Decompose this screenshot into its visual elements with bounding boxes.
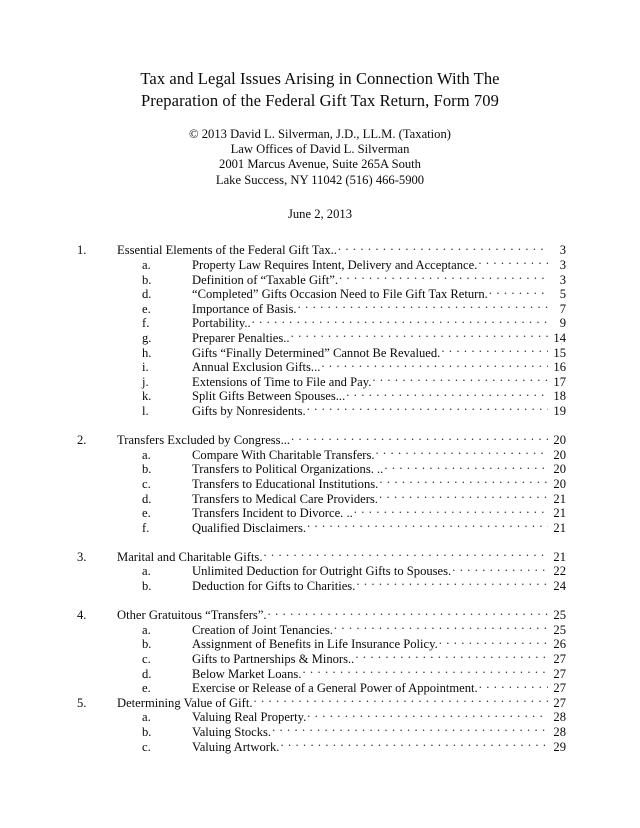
toc-subitem-marker: f.: [142, 520, 150, 535]
dot-leader: [307, 517, 548, 532]
toc-subitem-label: Deduction for Gifts to Charities.: [192, 579, 356, 594]
title-line-2: Preparation of the Federal Gift Tax Return, Form 709: [141, 91, 499, 110]
toc-subitem-marker: i.: [142, 360, 149, 375]
toc-page-number: 29: [553, 739, 566, 754]
toc-page-number: 28: [553, 710, 566, 725]
toc-section-row[interactable]: [77, 605, 566, 623]
toc-section-row[interactable]: [77, 546, 566, 564]
toc-page-number: 21: [553, 520, 566, 535]
toc-subitem-label: Valuing Stocks.: [192, 725, 272, 739]
toc-subitem-marker: j.: [142, 374, 149, 389]
toc-page-number: 27: [553, 695, 566, 710]
toc-page-number: 20: [553, 476, 566, 491]
toc-subitem-label: Gifts by Nonresidents.: [192, 403, 306, 418]
toc-page-number: 25: [553, 622, 566, 637]
toc-subitem-label: Preparer Penalties..: [192, 330, 290, 345]
toc-subitem-marker: b.: [142, 725, 152, 739]
dot-leader: [379, 473, 548, 488]
toc-page-number: 15: [553, 345, 566, 360]
dot-leader: [355, 648, 548, 663]
toc-subitem-marker: a.: [142, 447, 151, 462]
toc-page-number: 20: [553, 462, 566, 477]
toc-page-number: 21: [553, 549, 566, 564]
street-address-line: 2001 Marcus Avenue, Suite 265A South: [219, 157, 421, 172]
toc-page-number: 18: [553, 389, 566, 404]
toc-page-number: 3: [559, 258, 566, 272]
dot-leader: [334, 619, 548, 634]
toc-subitem-marker: f.: [142, 316, 150, 331]
toc-section-row[interactable]: [77, 430, 566, 448]
toc-page-number: 27: [553, 666, 566, 681]
dot-leader: [441, 342, 548, 357]
toc-page-number: 3: [559, 272, 566, 287]
toc-subitem-marker: k.: [142, 389, 152, 404]
dot-leader: [280, 736, 548, 751]
toc-page-number: 25: [553, 608, 566, 623]
toc-subitem-label: Gifts “Finally Determined” Cannot Be Revalued.: [192, 345, 441, 360]
toc-section-number: 3.: [77, 549, 87, 564]
toc-section-label: Marital and Charitable Gifts.: [117, 549, 263, 564]
toc-page-number: 27: [553, 652, 566, 667]
dot-leader: [268, 605, 548, 620]
dot-leader: [346, 386, 548, 401]
toc-page-number: 7: [559, 301, 566, 316]
dot-leader: [291, 430, 548, 445]
dot-leader: [298, 298, 548, 313]
dot-leader: [291, 327, 548, 342]
toc-subitem-marker: a.: [142, 564, 151, 579]
toc-subitem-marker: e.: [142, 506, 151, 521]
copyright-line: © 2013 David L. Silverman, J.D., LL.M. (Taxation): [189, 127, 451, 141]
toc-subitem-label: Importance of Basis.: [192, 301, 297, 316]
dot-leader: [452, 561, 548, 576]
toc-subitem-marker: h.: [142, 345, 152, 360]
toc-subitem-label: Split Gifts Between Spouses...: [192, 389, 346, 404]
toc-page-number: 14: [553, 330, 566, 345]
table-of-contents: [0, 240, 640, 754]
toc-page-number: 20: [553, 433, 566, 448]
dot-leader: [372, 371, 548, 386]
toc-section-number: 5.: [77, 695, 87, 710]
city-phone-line: Lake Success, NY 11042 (516) 466-5900: [215, 172, 425, 187]
toc-subitem-label: Below Market Loans.: [192, 666, 302, 681]
toc-subitem-marker: g.: [142, 330, 152, 345]
toc-subitem-marker: d.: [142, 287, 152, 302]
toc-subitem-marker: e.: [142, 681, 151, 696]
toc-page-number: 24: [553, 579, 566, 594]
dot-leader: [376, 444, 548, 459]
toc-subitem-marker: c.: [142, 476, 151, 491]
toc-subitem-marker: a.: [142, 710, 151, 725]
document-title: [0, 0, 640, 112]
toc-subitem-label: Valuing Artwork.: [192, 739, 280, 754]
toc-page-number: 16: [553, 360, 566, 375]
toc-section-label: Determining Value of Gift.: [117, 695, 253, 710]
dot-leader: [307, 400, 548, 415]
dot-leader: [272, 721, 548, 736]
date-text: June 2, 2013: [287, 206, 352, 221]
toc-subitem-label: Transfers to Political Organizations. ..: [192, 462, 384, 477]
toc-page-number: 20: [553, 447, 566, 462]
toc-subitem-marker: l.: [142, 403, 149, 418]
dot-leader: [478, 254, 548, 269]
toc-subitem-marker: b.: [142, 637, 152, 652]
toc-subitem-label: Transfers to Medical Care Providers.: [192, 491, 378, 506]
toc-section-label: Essential Elements of the Federal Gift Tax..: [117, 243, 337, 258]
toc-page-number: 27: [553, 681, 566, 696]
toc-subitem-label: Compare With Charitable Transfers.: [192, 447, 375, 462]
firm-name-line: Law Offices of David L. Silverman: [230, 142, 410, 157]
toc-subitem-label: Property Law Requires Intent, Delivery and Acceptance.: [192, 258, 478, 272]
toc-page-number: 21: [553, 491, 566, 506]
dot-leader: [264, 546, 549, 561]
toc-subitem-marker: b.: [142, 272, 152, 287]
toc-subitem-label: Exercise or Release of a General Power of Appointment.: [192, 681, 478, 696]
dot-leader: [379, 488, 548, 503]
toc-subitem-label: Valuing Real Property.: [192, 710, 307, 725]
toc-subitem-marker: c.: [142, 739, 151, 754]
toc-subitem-marker: d.: [142, 491, 152, 506]
toc-subitem-label: Unlimited Deduction for Outright Gifts to Spouses.: [192, 564, 452, 579]
toc-page-number: 19: [553, 403, 566, 418]
toc-page-number: 5: [559, 287, 566, 302]
dot-leader: [489, 284, 548, 299]
toc-subitem-label: Creation of Joint Tenancies.: [192, 622, 333, 637]
title-line-1: Tax and Legal Issues Arising in Connection With The: [140, 69, 500, 88]
dot-leader: [439, 634, 548, 649]
dot-leader: [253, 692, 548, 707]
toc-subitem-label: Definition of “Taxable Gift”.: [192, 272, 338, 287]
dot-leader: [356, 575, 548, 590]
toc-subitem-label: Gifts to Partnerships & Minors..: [192, 652, 355, 667]
toc-subitem-marker: c.: [142, 652, 151, 667]
dot-leader: [479, 678, 548, 693]
document-date: [0, 207, 640, 222]
toc-subitem-label: “Completed” Gifts Occasion Need to File Gift Tax Return.: [192, 287, 488, 302]
dot-leader: [321, 357, 548, 372]
toc-section-label: Transfers Excluded by Congress...: [117, 433, 291, 448]
toc-section-number: 2.: [77, 433, 87, 448]
toc-page-number: 28: [553, 725, 566, 739]
toc-subitem-marker: d.: [142, 666, 152, 681]
dot-leader: [384, 459, 548, 474]
toc-subitem-marker: a.: [142, 622, 151, 637]
toc-section-number: 1.: [77, 243, 87, 258]
toc-subitem-label: Assignment of Benefits in Life Insurance Policy.: [192, 637, 438, 652]
toc-subitem-label: Annual Exclusion Gifts...: [192, 360, 321, 375]
dot-leader: [338, 240, 548, 255]
dot-leader: [339, 269, 548, 284]
toc-page-number: 26: [553, 637, 566, 652]
toc-page-number: 21: [553, 506, 566, 521]
toc-subitem-label: Portability..: [192, 316, 251, 331]
toc-section-number: 4.: [77, 608, 87, 623]
toc-subitem-label: Transfers to Educational Institutions.: [192, 476, 379, 491]
dot-leader: [354, 503, 548, 518]
toc-subitem-marker: a.: [142, 258, 151, 272]
toc-section-label: Other Gratuitous “Transfers”.: [117, 608, 267, 623]
toc-subitem-marker: e.: [142, 301, 151, 316]
toc-page-number: 9: [559, 316, 566, 331]
toc-subitem-label: Extensions of Time to File and Pay.: [192, 374, 372, 389]
toc-subitem-marker: b.: [142, 579, 152, 594]
author-address-block: [0, 127, 640, 188]
toc-page-number: 3: [559, 243, 566, 258]
toc-section-row[interactable]: [77, 240, 566, 258]
toc-subitem-label: Qualified Disclaimers.: [192, 520, 307, 535]
toc-page-number: 22: [553, 564, 566, 579]
dot-leader: [252, 313, 548, 328]
toc-page-number: 17: [553, 374, 566, 389]
dot-leader: [302, 663, 548, 678]
toc-subitem-label: Transfers Incident to Divorce. ..: [192, 506, 353, 521]
toc-subitem-marker: b.: [142, 462, 152, 477]
dot-leader: [307, 707, 548, 722]
